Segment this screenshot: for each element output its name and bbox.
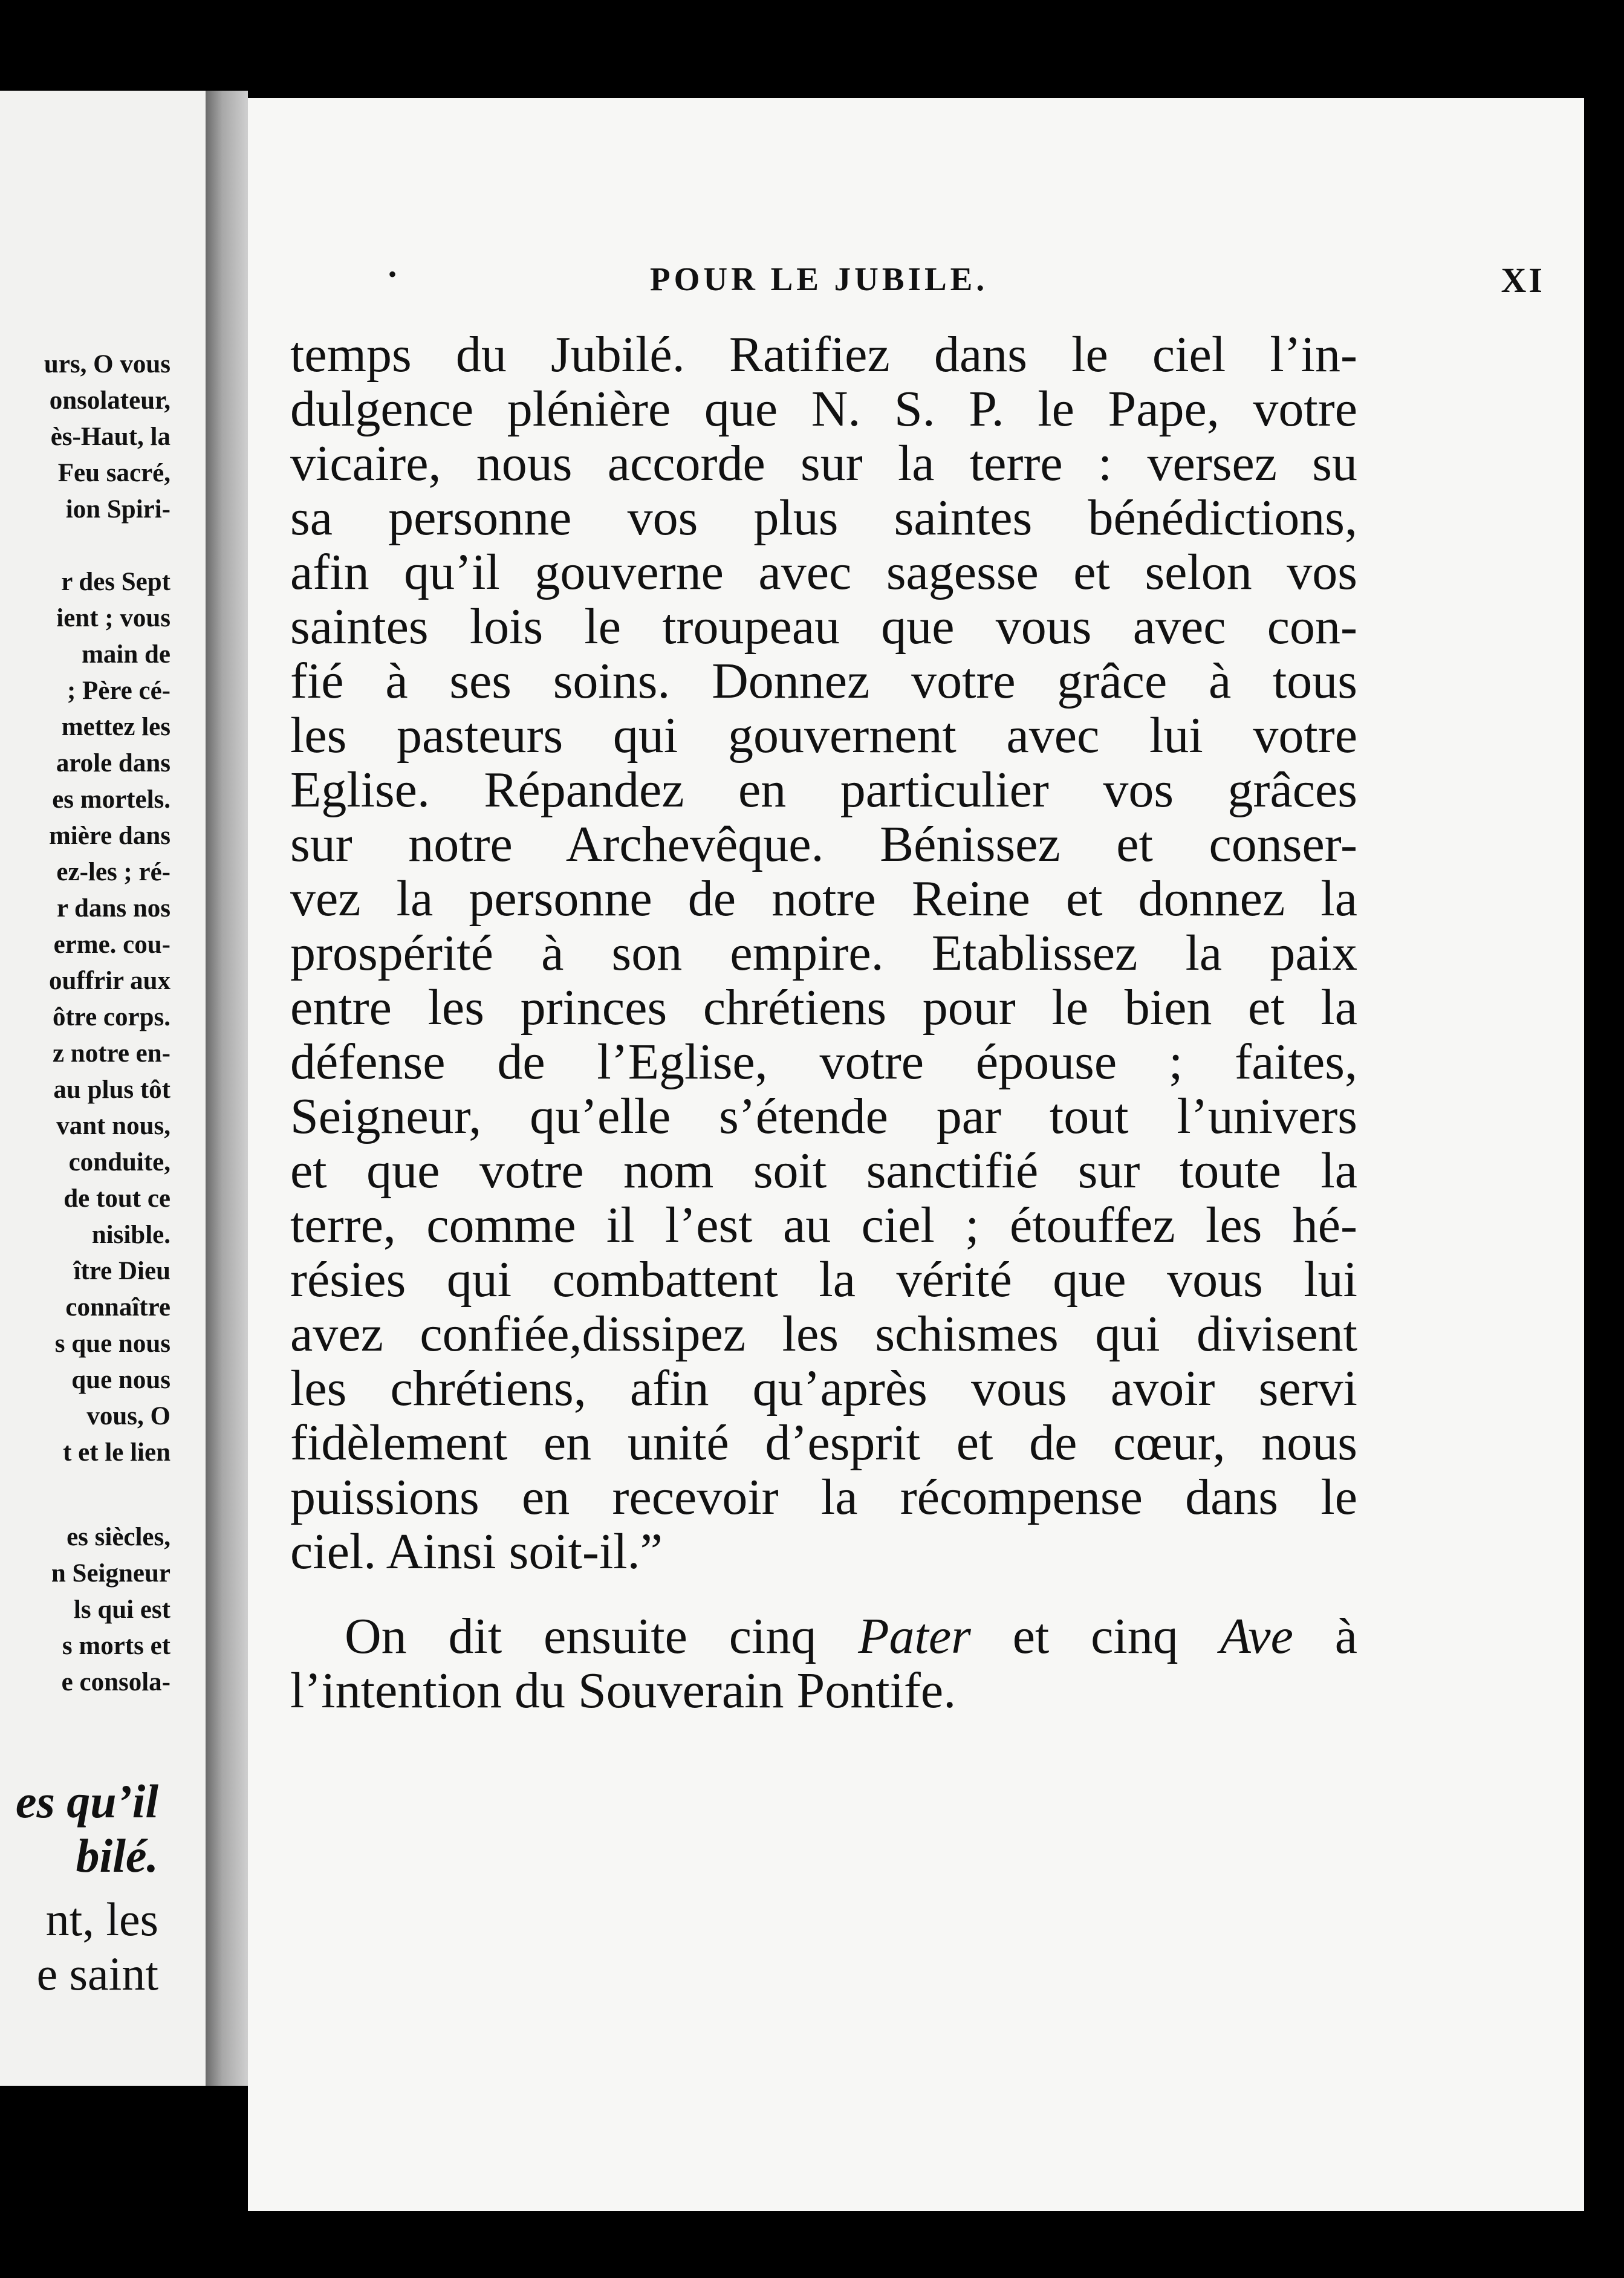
text-line: entre les princes chrétiens pour le bien et la (290, 979, 1357, 1036)
text-line: ciel. Ainsi soit-il.” (290, 1524, 663, 1580)
left-page-line: nt, les (45, 1893, 158, 1945)
text-line: et que votre nom soit sanctifié sur toute la (290, 1143, 1357, 1199)
left-page-line: conduite, (68, 1148, 171, 1176)
text-line: temps du Jubilé. Ratifiez dans le ciel l’in- (290, 326, 1357, 383)
left-page-line: ion Spiri- (65, 495, 171, 524)
left-page-line: arole dans (56, 749, 171, 777)
ave-word: Ave (1220, 1608, 1293, 1664)
text-line: puissions en recevoir la récompense dans le (290, 1469, 1357, 1525)
text-line: défense de l’Eglise, votre épouse ; faites, (290, 1034, 1357, 1090)
text-line: afin qu’il gouverne avec sagesse et selon vos (290, 544, 1357, 600)
text-line: fié à ses soins. Donnez votre grâce à tous (290, 653, 1357, 709)
book-page (248, 98, 1584, 2211)
left-page-line: ez-les ; ré- (56, 858, 171, 886)
closing-text: à (1293, 1608, 1357, 1664)
left-page-line: erme. cou- (53, 930, 171, 959)
ornament-dot: • (388, 261, 397, 288)
text-line: avez confiée,dissipez les schismes qui divisent (290, 1306, 1357, 1362)
left-page-line: es siècles, (67, 1523, 171, 1551)
text-line: vicaire, nous accorde sur la terre : versez su (290, 435, 1357, 492)
left-page-italic-heading: es qu’il (15, 1775, 158, 1828)
text-line: les chrétiens, afin qu’après vous avoir servi (290, 1360, 1357, 1416)
left-page-line: urs, O vous (44, 350, 171, 378)
left-page-line: au plus tôt (53, 1076, 171, 1104)
text-line: Eglise. Répandez en particulier vos grâces (290, 762, 1357, 818)
left-facing-page (0, 91, 206, 2086)
left-page-line: s morts et (62, 1632, 171, 1660)
left-page-italic-heading: bilé. (76, 1829, 158, 1882)
text-line: prospérité à son empire. Etablissez la paix (290, 925, 1357, 981)
running-title: POUR LE JUBILE. (650, 261, 989, 297)
text-line: dulgence plénière que N. S. P. le Pape, votre (290, 381, 1357, 437)
left-page-line: ès-Haut, la (50, 423, 171, 451)
left-page-line: Feu sacré, (57, 459, 171, 487)
left-page-line: t et le lien (63, 1438, 171, 1467)
left-page-line: nisible. (91, 1221, 171, 1249)
text-line: les pasteurs qui gouvernent avec lui votre (290, 707, 1357, 764)
left-page-line: es mortels. (52, 785, 171, 814)
book-spine-gutter (206, 91, 248, 2086)
left-page-line: mière dans (48, 822, 171, 850)
left-page-line: e consola- (61, 1668, 171, 1696)
left-page-line: e saint (36, 1947, 158, 2000)
left-page-line: mettez les (61, 713, 171, 741)
text-line: vez la personne de notre Reine et donnez la (290, 871, 1357, 927)
closing-line (290, 1609, 1357, 1664)
left-page-line: onsolateur, (49, 386, 171, 415)
page-number: XI (1501, 261, 1545, 300)
left-page-line: que nous (71, 1366, 171, 1394)
left-page-line: ient ; vous (56, 604, 171, 632)
pater-word: Pater (858, 1608, 971, 1664)
left-page-line: n Seigneur (51, 1559, 171, 1588)
text-line: terre, comme il l’est au ciel ; étouffez les hé- (290, 1197, 1357, 1253)
running-head (248, 260, 1584, 302)
left-page-line: z notre en- (52, 1039, 171, 1068)
left-page-line: ôtre corps. (52, 1003, 171, 1031)
text-line: saintes lois le troupeau que vous avec con- (290, 599, 1357, 655)
text-line: fidèlement en unité d’esprit et de cœur, nous (290, 1415, 1357, 1471)
left-page-line: main de (82, 640, 171, 669)
left-page-line: ître Dieu (73, 1257, 171, 1285)
left-page-line: de tout ce (63, 1184, 171, 1213)
left-page-line: s que nous (54, 1329, 171, 1358)
text-line: sa personne vos plus saintes bénédictions, (290, 490, 1357, 546)
text-line: sur notre Archevêque. Bénissez et conser- (290, 816, 1357, 872)
left-page-line: vant nous, (56, 1112, 171, 1140)
text-line: résies qui combattent la vérité que vous lui (290, 1251, 1357, 1308)
left-page-line: ouffrir aux (48, 967, 171, 995)
left-page-line: ls qui est (73, 1595, 171, 1624)
left-page-line: r dans nos (56, 894, 171, 923)
text-line: Seigneur, qu’elle s’étende par tout l’univers (290, 1088, 1357, 1144)
closing-text: et cinq (970, 1608, 1220, 1664)
left-page-line: connaître (65, 1293, 171, 1322)
closing-text: On dit ensuite cinq (345, 1608, 859, 1664)
left-page-line: vous, O (86, 1402, 171, 1430)
left-page-line: ; Père cé- (67, 677, 171, 705)
left-page-line: r des Sept (61, 568, 171, 596)
closing-line: l’intention du Souverain Pontife. (290, 1663, 957, 1719)
